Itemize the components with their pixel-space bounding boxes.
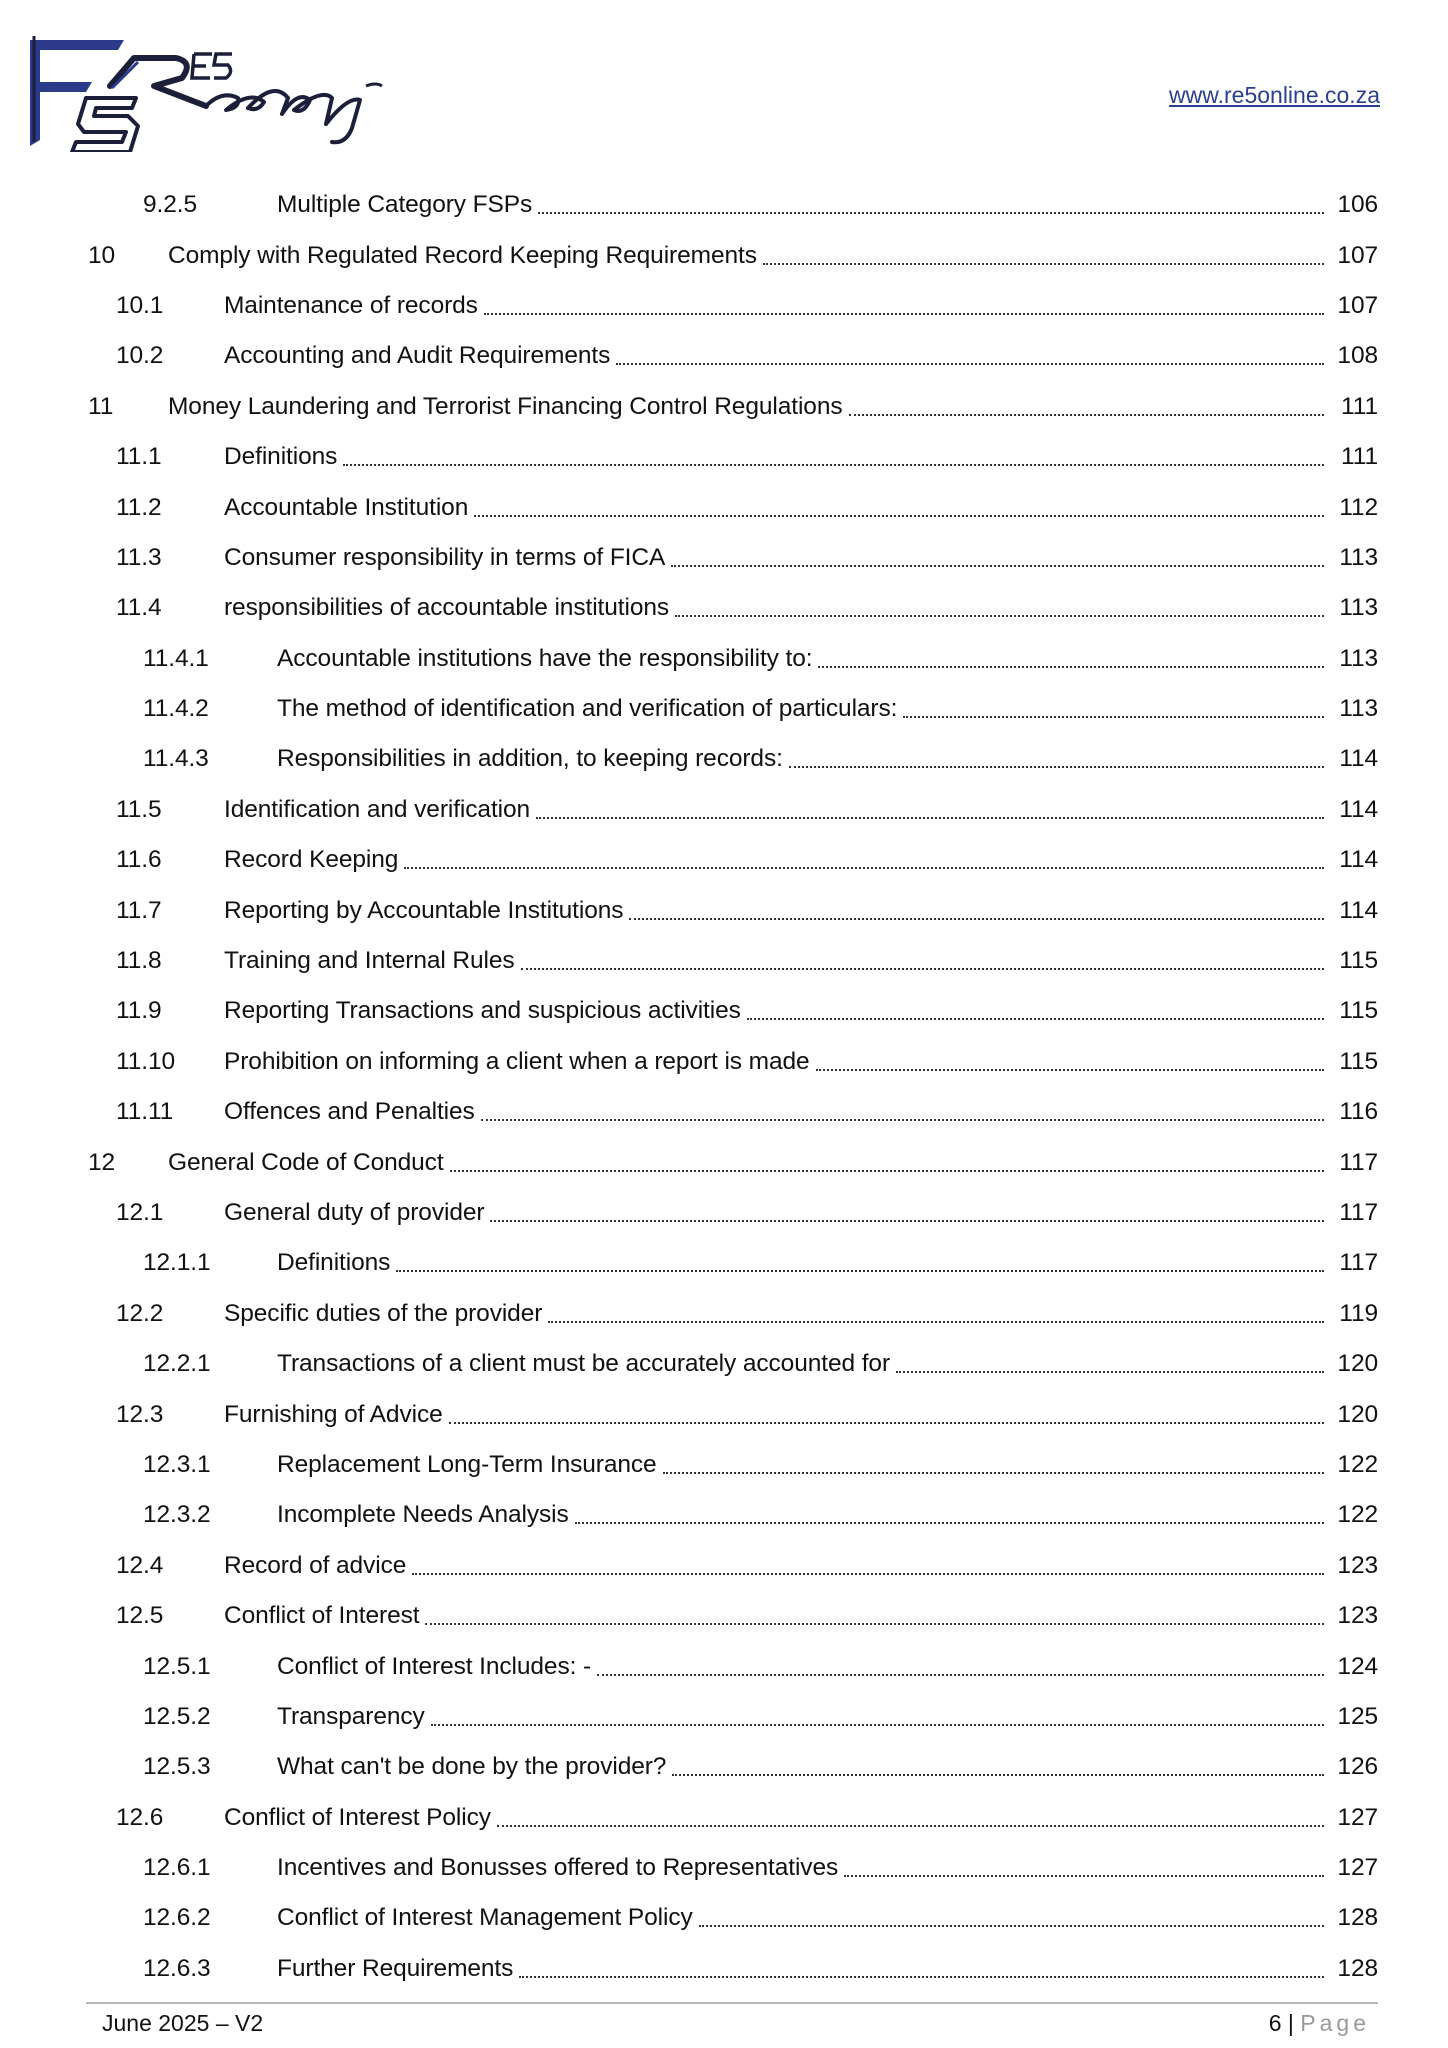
table-of-contents [88, 180, 1378, 1994]
toc-entry-number: 12.3.2 [143, 1501, 211, 1529]
toc-entry-title: Definitions [277, 1249, 391, 1277]
toc-entry-title: What can't be done by the provider? [277, 1753, 667, 1781]
toc-entry-title: Replacement Long-Term Insurance [277, 1450, 657, 1478]
toc-entry-page: 116 [1339, 1098, 1378, 1126]
toc-entry-title: Furnishing of Advice [224, 1400, 443, 1428]
toc-entry-title: Incentives and Bonusses offered to Representatives [277, 1854, 839, 1882]
toc-entry-number: 11.4.3 [143, 745, 209, 773]
toc-entry-title: Multiple Category FSPs [277, 191, 533, 219]
toc-entry-number: 11.2 [116, 493, 162, 521]
toc-entry-page: 107 [1337, 241, 1378, 269]
toc-entry-page: 128 [1337, 1954, 1378, 1982]
toc-entry[interactable] [88, 281, 1378, 331]
toc-entry-page: 128 [1337, 1904, 1378, 1932]
toc-entry-number: 12.6 [116, 1803, 164, 1831]
toc-entry-number: 12.5.1 [143, 1652, 211, 1680]
footer-page-number: 6 [1268, 2010, 1282, 2036]
toc-dot-leader [450, 1170, 1324, 1172]
toc-entry-page: 117 [1339, 1148, 1378, 1176]
header-website-link[interactable]: www.re5online.co.za [1169, 82, 1380, 108]
toc-entry[interactable] [88, 533, 1378, 583]
toc-entry-number: 11.4.1 [143, 644, 209, 672]
toc-entry-number: 12.6.3 [143, 1954, 211, 1982]
toc-dot-leader [412, 1573, 1324, 1575]
toc-entry-number: 12.1 [116, 1199, 164, 1226]
toc-entry-page: 115 [1339, 947, 1378, 975]
toc-entry-number: 11.4.2 [143, 695, 209, 723]
toc-dot-leader [431, 1724, 1324, 1726]
toc-entry-title: Offences and Penalties [224, 1098, 475, 1126]
toc-dot-leader [396, 1270, 1324, 1272]
toc-entry[interactable] [88, 1490, 1378, 1540]
toc-dot-leader [672, 1774, 1324, 1776]
toc-entry[interactable] [88, 482, 1378, 532]
toc-entry-title: Conflict of Interest [224, 1602, 420, 1630]
toc-dot-leader [675, 615, 1324, 617]
toc-entry-title: Comply with Regulated Record Keeping Requirements [168, 241, 757, 269]
toc-entry-page: 113 [1339, 543, 1378, 571]
footer-version: June 2025 – V2 [102, 2010, 264, 2036]
toc-dot-leader [671, 565, 1324, 567]
toc-entry-page: 113 [1339, 644, 1378, 672]
toc-entry-number: 12.2 [116, 1299, 164, 1327]
toc-entry[interactable] [88, 1944, 1378, 1994]
toc-entry-page: 111 [1341, 443, 1378, 471]
toc-entry[interactable] [88, 230, 1378, 280]
toc-entry-title: Conflict of Interest Includes: - [277, 1652, 592, 1680]
toc-entry-page: 125 [1337, 1702, 1378, 1730]
footer-divider [86, 2002, 1378, 2004]
toc-entry-title: Specific duties of the provider [224, 1299, 543, 1327]
footer-separator: | [1287, 2010, 1294, 2036]
toc-entry-number: 12.3 [116, 1400, 164, 1428]
toc-entry[interactable] [88, 1389, 1378, 1439]
toc-entry-page: 122 [1337, 1450, 1378, 1478]
toc-dot-leader [663, 1472, 1324, 1474]
page-header [0, 0, 1448, 160]
toc-entry-page: 111 [1341, 392, 1378, 420]
toc-entry-title: Reporting by Accountable Institutions [224, 896, 624, 924]
toc-dot-leader [849, 414, 1325, 416]
toc-entry-page: 119 [1339, 1299, 1378, 1327]
toc-entry-number: 11.4 [116, 594, 162, 622]
toc-dot-leader [575, 1522, 1324, 1524]
toc-dot-leader [699, 1925, 1324, 1927]
toc-entry[interactable] [88, 634, 1378, 684]
toc-dot-leader [816, 1069, 1324, 1071]
toc-entry-title: Training and Internal Rules [224, 947, 515, 975]
toc-entry[interactable] [88, 986, 1378, 1036]
toc-entry-number: 10.1 [116, 291, 164, 319]
toc-dot-leader [763, 263, 1324, 265]
toc-dot-leader [481, 1119, 1324, 1121]
toc-entry-number: 12.6.1 [143, 1854, 211, 1882]
toc-entry[interactable] [88, 835, 1378, 885]
toc-entry-number: 12.2.1 [143, 1350, 211, 1378]
toc-entry-number: 11.9 [116, 997, 162, 1025]
toc-entry[interactable] [88, 1692, 1378, 1742]
toc-entry-page: 114 [1339, 896, 1378, 924]
toc-dot-leader [818, 666, 1324, 668]
toc-dot-leader [538, 212, 1324, 214]
toc-entry-page: 113 [1339, 695, 1378, 723]
toc-entry-number: 11.11 [116, 1098, 174, 1126]
toc-entry-page: 108 [1337, 342, 1378, 370]
toc-entry-number: 9.2.5 [143, 191, 197, 219]
toc-entry-page: 122 [1337, 1501, 1378, 1529]
toc-entry-title: Prohibition on informing a client when a report is made [224, 1047, 810, 1075]
toc-dot-leader [629, 918, 1324, 920]
toc-entry-number: 12.5.2 [143, 1702, 211, 1730]
toc-entry[interactable] [88, 1087, 1378, 1137]
toc-entry[interactable] [88, 432, 1378, 482]
toc-entry-title: Responsibilities in addition, to keeping records: [277, 745, 783, 773]
toc-entry[interactable] [88, 331, 1378, 381]
toc-entry-page: 120 [1337, 1350, 1378, 1378]
toc-entry-page: 126 [1337, 1753, 1378, 1781]
toc-entry[interactable] [88, 1541, 1378, 1591]
toc-entry-title: General duty of provider [224, 1199, 485, 1226]
toc-entry[interactable] [88, 936, 1378, 986]
toc-entry[interactable] [88, 1137, 1378, 1187]
toc-entry-number: 10.2 [116, 342, 164, 370]
toc-entry-page: 127 [1337, 1803, 1378, 1831]
footer-page-word: Page [1300, 2010, 1370, 2036]
toc-dot-leader [521, 968, 1324, 970]
toc-dot-leader [616, 363, 1324, 365]
toc-dot-leader [789, 766, 1324, 768]
toc-entry-page: 124 [1337, 1652, 1378, 1680]
toc-entry-title: Transactions of a client must be accurately accounted for [277, 1350, 891, 1378]
toc-entry-number: 11 [88, 392, 114, 420]
toc-entry[interactable] [88, 1641, 1378, 1691]
toc-entry-number: 12.6.2 [143, 1904, 211, 1932]
toc-dot-leader [449, 1422, 1324, 1424]
toc-entry-number: 11.5 [116, 795, 162, 823]
toc-entry-number: 12.5 [116, 1602, 164, 1630]
toc-entry-number: 11.6 [116, 846, 162, 874]
toc-entry-page: 113 [1339, 594, 1378, 622]
toc-entry-number: 11.10 [116, 1047, 175, 1075]
toc-entry-page: 114 [1339, 846, 1378, 874]
footer-page-info [1269, 2010, 1370, 2037]
toc-entry-page: 107 [1337, 291, 1378, 319]
toc-entry-title: Transparency [277, 1702, 425, 1730]
toc-entry[interactable] [88, 1440, 1378, 1490]
toc-entry-page: 127 [1337, 1854, 1378, 1882]
toc-entry-number: 12.3.1 [143, 1450, 211, 1478]
toc-entry-number: 12.4 [116, 1551, 164, 1579]
toc-entry-page: 117 [1339, 1199, 1378, 1226]
toc-entry[interactable] [88, 382, 1378, 432]
re5-academy-logo [26, 28, 386, 152]
toc-dot-leader [536, 817, 1324, 819]
toc-entry-number: 10 [88, 241, 116, 269]
toc-dot-leader [597, 1674, 1324, 1676]
toc-entry-page: 123 [1337, 1602, 1378, 1630]
toc-entry-title: Accountable institutions have the responsibility to: [277, 644, 813, 672]
toc-dot-leader [404, 867, 1324, 869]
toc-entry-number: 12.5.3 [143, 1753, 211, 1781]
toc-entry[interactable] [88, 1339, 1378, 1389]
toc-entry-page: 115 [1339, 1047, 1378, 1075]
toc-entry-page: 115 [1339, 997, 1378, 1025]
toc-entry-title: Maintenance of records [224, 291, 478, 319]
toc-entry[interactable] [88, 1188, 1378, 1238]
toc-entry[interactable] [88, 583, 1378, 633]
toc-entry-number: 12 [88, 1148, 116, 1176]
toc-entry-number: 11.8 [116, 947, 162, 975]
toc-dot-leader [497, 1825, 1324, 1827]
toc-entry-title: Consumer responsibility in terms of FICA [224, 543, 666, 571]
toc-entry[interactable] [88, 1793, 1378, 1843]
toc-entry[interactable] [88, 180, 1378, 230]
toc-entry-title: Record of advice [224, 1551, 407, 1579]
toc-dot-leader [548, 1321, 1324, 1323]
toc-dot-leader [903, 716, 1324, 718]
toc-entry-number: 11.7 [116, 896, 162, 924]
toc-entry[interactable] [88, 885, 1378, 935]
toc-entry[interactable] [88, 684, 1378, 734]
toc-entry[interactable] [88, 1591, 1378, 1641]
toc-dot-leader [519, 1976, 1324, 1978]
toc-entry-title: The method of identification and verification of particulars: [277, 695, 898, 723]
toc-entry-title: Conflict of Interest Policy [224, 1803, 491, 1831]
toc-entry[interactable] [88, 1742, 1378, 1792]
toc-entry-title: Conflict of Interest Management Policy [277, 1904, 693, 1932]
toc-dot-leader [484, 313, 1324, 315]
toc-dot-leader [844, 1875, 1324, 1877]
toc-entry-title: Incomplete Needs Analysis [277, 1501, 569, 1529]
toc-entry-number: 11.3 [116, 543, 162, 571]
toc-dot-leader [474, 515, 1324, 517]
toc-entry-title: Identification and verification [224, 795, 531, 823]
toc-entry-page: 120 [1337, 1400, 1378, 1428]
toc-entry[interactable] [88, 1893, 1378, 1943]
toc-entry-title: Accounting and Audit Requirements [224, 342, 611, 370]
toc-entry[interactable] [88, 1238, 1378, 1288]
toc-entry-number: 12.1.1 [143, 1249, 211, 1277]
toc-dot-leader [425, 1623, 1324, 1625]
toc-entry-number: 11.1 [116, 443, 162, 471]
toc-entry-title: Record Keeping [224, 846, 399, 874]
toc-entry-title: Reporting Transactions and suspicious activities [224, 997, 741, 1025]
toc-entry-page: 112 [1339, 493, 1378, 521]
toc-dot-leader [896, 1371, 1324, 1373]
toc-entry-page: 114 [1339, 745, 1378, 773]
toc-entry-title: Definitions [224, 443, 338, 471]
toc-entry-page: 114 [1339, 795, 1378, 823]
toc-entry-title: General Code of Conduct [168, 1148, 444, 1176]
toc-entry-title: Accountable Institution [224, 493, 469, 521]
toc-entry-title: Money Laundering and Terrorist Financing Control Regulations [168, 392, 843, 420]
toc-entry-title: responsibilities of accountable institutions [224, 594, 670, 622]
toc-entry-page: 106 [1337, 191, 1378, 219]
toc-dot-leader [490, 1220, 1324, 1222]
toc-dot-leader [343, 464, 1324, 466]
toc-entry[interactable] [88, 734, 1378, 784]
toc-entry-page: 117 [1339, 1249, 1378, 1277]
toc-entry-page: 123 [1337, 1551, 1378, 1579]
toc-dot-leader [747, 1018, 1324, 1020]
toc-entry[interactable] [88, 785, 1378, 835]
toc-entry-title: Further Requirements [277, 1954, 514, 1982]
toc-entry[interactable] [88, 1843, 1378, 1893]
toc-entry[interactable] [88, 1037, 1378, 1087]
toc-entry[interactable] [88, 1289, 1378, 1339]
